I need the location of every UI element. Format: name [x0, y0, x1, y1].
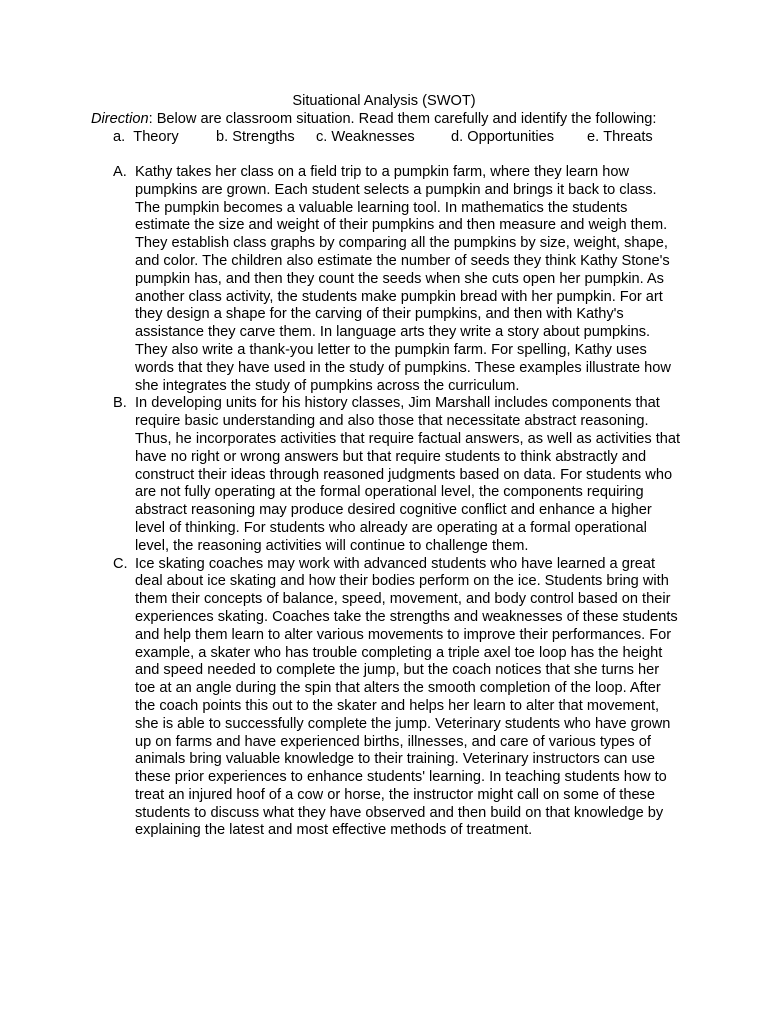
option-letter: d.	[451, 129, 464, 145]
situation-item-a	[113, 164, 683, 395]
direction-label: Direction	[91, 111, 149, 127]
option-label: Opportunities	[467, 129, 555, 145]
option-weaknesses	[316, 129, 415, 147]
option-label: Theory	[133, 129, 179, 145]
option-letter: e.	[587, 129, 600, 145]
option-letter: c.	[316, 129, 328, 145]
page-title: Situational Analysis (SWOT)	[292, 93, 476, 109]
situation-item-c	[113, 556, 683, 841]
list-marker: C.	[113, 555, 128, 572]
option-opportunities	[451, 129, 554, 147]
situation-text: Kathy takes her class on a field trip to a pumpkin farm, where they learn how pumpkins are grown. Each student selects a pumpkin and brings it back to class. The pumpkin becomes a valuable learning tool. In mathematics the students estimate the size and weight of their pumpkins and then measure and weigh them. They establish class graphs by comparing all the pumpkins by size, weight, shape, and color. The children also estimate the number of seeds they think Kathy Stone's pumpkin has, and then they count the seeds when she cuts open her pumpkin. As another class activity, the students make pumpkin bread with her pumpkin. For art they design a shape for the carving of their pumpkins, and then with Kathy's assistance they carve them. In language arts they write a story about pumpkins. They also write a thank-you letter to the pumpkin farm. For spelling, Kathy uses words that they have used in the study of pumpkins. These examples illustrate how she integrates the study of pumpkins across the curriculum.	[135, 164, 671, 394]
list-marker: A.	[113, 164, 127, 180]
situations-list	[113, 164, 683, 840]
option-label: Threats	[603, 129, 653, 145]
direction-text: : Below are classroom situation. Read them carefully and identify the following:	[148, 111, 657, 127]
option-theory	[113, 129, 179, 147]
direction-line	[91, 111, 656, 129]
option-strengths	[216, 129, 295, 147]
option-label: Strengths	[232, 129, 295, 145]
option-label: Weaknesses	[331, 129, 415, 145]
option-letter: b.	[216, 129, 229, 145]
option-letter: a.	[113, 129, 126, 145]
situation-item-b	[113, 395, 683, 555]
situation-text: In developing units for his history classes, Jim Marshall includes components that require basic understanding and also those that necessitate abstract reasoning. Thus, he incorporates activities that require factual answers, as well as activities that have no right or wrong answers but that require students to think abstractly and construct their ideas through reasoned judgments based on data. For students who are not fully operating at the formal operational level, the components requiring abstract reasoning may produce desired cognitive conflict and enhance a higher level of thinking. For students who already are operating at a formal operational level, the reasoning activities will continue to challenge them.	[135, 395, 681, 554]
option-threats	[587, 129, 653, 147]
situation-text: Ice skating coaches may work with advanced students who have learned a great deal about ice skating and how their bodies perform on the ice. Students bring with them their concepts of balance, speed, movement, and body control based on their experiences skating. Coaches take the strengths and weaknesses of these students and help them learn to alter various movements to improve their performances. For example, a skater who has trouble completing a triple axel toe loop has the height and speed needed to complete the jump, but the coach notices that she turns her toe at an angle during the spin that alters the smooth completion of the loop. After the coach points this out to the skater and helps her learn to alter that movement, she is able to successfully complete the jump. Veterinary students who have grown up on farms and have experienced births, illnesses, and care of various types of animals bring valuable knowledge to their training. Veterinary instructors can use these prior experiences to enhance students' learning. In teaching students how to treat an injured hoof of a cow or horse, the instructor might call on some of these students to discuss what they have observed and then build on that knowledge by explaining the latest and most effective methods of treatment.	[135, 555, 678, 839]
list-marker: B.	[113, 395, 127, 412]
